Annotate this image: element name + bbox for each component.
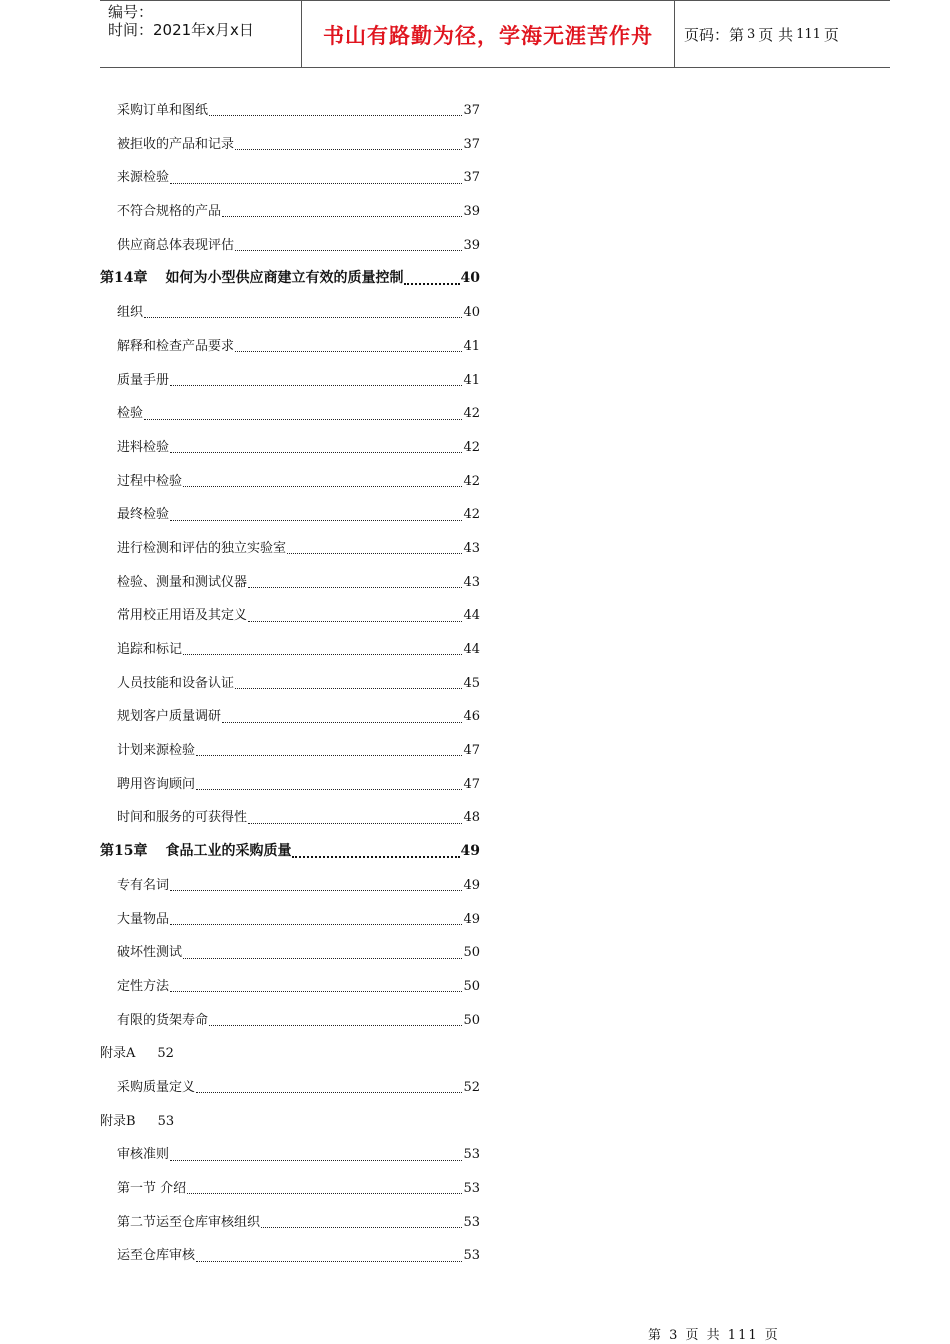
toc-entry-title: 质量手册 <box>117 372 170 388</box>
toc-entry-title: 如何为小型供应商建立有效的质量控制 <box>165 270 404 287</box>
toc-entry-title: 组织 <box>117 305 144 321</box>
toc-entry-title: 专有名词 <box>117 877 170 893</box>
toc-entry-title: 运至仓库审核 <box>117 1248 196 1264</box>
toc-entry[interactable] <box>100 599 480 633</box>
toc-dot-leader <box>235 250 462 251</box>
toc-entry[interactable] <box>100 161 480 195</box>
toc-entry[interactable] <box>100 397 480 431</box>
toc-entry-title: 进料检验 <box>117 439 170 455</box>
toc-dot-leader <box>183 654 462 655</box>
toc-entry-title: 供应商总体表现评估 <box>117 237 235 253</box>
toc-entry[interactable] <box>100 970 480 1004</box>
toc-dot-leader <box>170 924 462 925</box>
page-suffix: 页 <box>823 26 839 44</box>
toc-entry-title: 追踪和标记 <box>117 642 183 657</box>
toc-entry-title: 破坏性测试 <box>117 945 183 961</box>
toc-entry-title: 检验、测量和测试仪器 <box>117 574 248 590</box>
toc-dot-leader <box>209 1025 462 1026</box>
toc-entry[interactable] <box>100 1004 480 1038</box>
toc-page-number: 37 <box>463 170 480 186</box>
toc-page-number: 50 <box>463 945 480 961</box>
toc-dot-leader <box>196 755 462 756</box>
toc-dot-leader <box>404 283 459 285</box>
page-footer: 第 3 页 共 111 页 <box>648 1328 780 1343</box>
toc-page-number: 53 <box>463 1147 480 1163</box>
toc-page-number: 53 <box>157 1113 175 1129</box>
toc-entry[interactable] <box>100 128 480 162</box>
toc-entry-title: 有限的货架寿命 <box>117 1012 209 1028</box>
toc-page-number: 43 <box>463 574 480 590</box>
toc-appendix[interactable] <box>100 1105 480 1139</box>
toc-entry[interactable] <box>100 801 480 835</box>
toc-dot-leader <box>196 1092 462 1093</box>
toc-dot-leader <box>248 587 462 588</box>
toc-entry-title: 审核准则 <box>117 1147 170 1163</box>
toc-page-number: 41 <box>463 372 480 388</box>
toc-page-number: 42 <box>463 473 480 489</box>
toc-dot-leader <box>287 553 462 554</box>
toc-entry[interactable] <box>100 667 480 701</box>
toc-dot-leader <box>261 1227 462 1228</box>
page-current: 3 <box>747 27 756 42</box>
toc-entry[interactable] <box>100 700 480 734</box>
toc-page-number: 42 <box>463 507 480 523</box>
toc-page-number: 42 <box>463 439 480 455</box>
page-mid: 页 共 <box>758 26 794 44</box>
toc-dot-leader <box>222 722 462 723</box>
toc-entry[interactable] <box>100 633 480 667</box>
toc-entry-title: 计划来源检验 <box>117 743 196 759</box>
document-time: 时间：2021年x月x日 <box>108 21 254 39</box>
toc-chapter-number: 第14章 <box>100 270 148 287</box>
toc-entry-title: 进行检测和评估的独立实验室 <box>117 540 287 556</box>
toc-page-number: 50 <box>463 1012 480 1028</box>
toc-dot-leader <box>187 1193 462 1194</box>
toc-dot-leader <box>196 1261 462 1262</box>
toc-entry[interactable] <box>100 229 480 263</box>
toc-chapter[interactable] <box>100 262 480 296</box>
toc-dot-leader <box>170 452 462 453</box>
toc-entry[interactable] <box>100 465 480 499</box>
toc-page-number: 47 <box>463 743 480 759</box>
toc-chapter[interactable] <box>100 835 480 869</box>
toc-page-number: 48 <box>463 810 480 826</box>
toc-chapter-number: 附录B <box>100 1113 136 1129</box>
toc-page-number: 43 <box>463 540 480 556</box>
toc-entry[interactable] <box>100 1138 480 1172</box>
toc-entry[interactable] <box>100 532 480 566</box>
toc-dot-leader <box>235 149 462 150</box>
toc-dot-leader <box>209 115 462 116</box>
toc-page-number: 52 <box>157 1046 174 1062</box>
toc-entry[interactable] <box>100 94 480 128</box>
toc-page-number: 37 <box>463 103 480 118</box>
toc-dot-leader <box>183 958 462 959</box>
toc-dot-leader <box>170 890 462 891</box>
toc-dot-leader <box>170 520 462 521</box>
toc-entry[interactable] <box>100 498 480 532</box>
toc-dot-leader <box>170 1160 462 1161</box>
toc-dot-leader <box>170 183 462 184</box>
toc-entry[interactable] <box>100 1172 480 1206</box>
toc-entry-title: 检验 <box>117 406 144 422</box>
toc-page-number: 53 <box>463 1181 480 1196</box>
toc-page-number: 52 <box>463 1079 480 1095</box>
toc-entry-title: 来源检验 <box>117 170 170 186</box>
toc-entry-title: 常用校正用语及其定义 <box>117 608 248 624</box>
toc-entry[interactable] <box>100 431 480 465</box>
toc-entry[interactable] <box>100 936 480 970</box>
toc-entry-title: 第二节运至仓库审核组织 <box>117 1214 261 1230</box>
toc-page-number: 40 <box>463 305 480 321</box>
toc-page-number: 49 <box>463 877 480 893</box>
toc-page-number: 45 <box>463 675 480 691</box>
toc-entry-title: 食品工业的采购质量 <box>165 843 292 860</box>
toc-entry[interactable] <box>100 734 480 768</box>
toc-page-number: 39 <box>463 204 480 220</box>
toc-entry[interactable] <box>100 195 480 229</box>
page-prefix: 页码：第 <box>684 26 745 44</box>
toc-entry[interactable] <box>100 364 480 398</box>
toc-entry[interactable] <box>100 566 480 600</box>
toc-page-number: 44 <box>463 642 480 657</box>
toc-entry-title: 采购质量定义 <box>117 1079 196 1095</box>
toc-entry[interactable] <box>100 296 480 330</box>
toc-entry-title: 定性方法 <box>117 978 170 994</box>
toc-entry[interactable] <box>100 1239 480 1273</box>
toc-entry-title: 不符合规格的产品 <box>117 204 222 220</box>
header-meta <box>108 3 300 39</box>
toc-dot-leader <box>144 419 462 420</box>
toc-chapter-number: 第15章 <box>100 843 148 860</box>
toc-entry[interactable] <box>100 768 480 802</box>
toc-page-number: 40 <box>460 270 480 287</box>
toc-chapter-number: 附录A <box>100 1046 136 1062</box>
toc-appendix[interactable] <box>100 1037 480 1071</box>
toc-page-number: 49 <box>463 911 480 927</box>
toc-entry[interactable] <box>100 869 480 903</box>
toc-dot-leader <box>235 688 462 689</box>
toc-dot-leader <box>170 385 462 386</box>
toc-entry[interactable] <box>100 1206 480 1240</box>
toc-page-number: 44 <box>463 608 480 624</box>
toc-dot-leader <box>292 856 459 858</box>
toc-page-number: 49 <box>460 843 480 860</box>
toc-page-number: 46 <box>463 709 480 725</box>
document-number-label: 编号： <box>108 3 154 21</box>
toc-entry-title: 采购订单和图纸 <box>117 103 209 118</box>
toc-page-number: 50 <box>463 978 480 994</box>
toc-page-number: 37 <box>463 136 480 152</box>
toc-dot-leader <box>183 486 462 487</box>
toc-dot-leader <box>248 823 462 824</box>
toc-page-number: 42 <box>463 406 480 422</box>
toc-page-number: 39 <box>463 237 480 253</box>
toc-entry-title: 人员技能和设备认证 <box>117 675 235 691</box>
toc-entry-title: 聘用咨询顾问 <box>117 776 196 792</box>
toc-entry-title: 最终检验 <box>117 507 170 523</box>
toc-entry[interactable] <box>100 1071 480 1105</box>
page-total: 111 <box>796 27 821 42</box>
toc-page-number: 41 <box>463 338 480 354</box>
page-header <box>100 0 890 68</box>
toc-entry-title: 时间和服务的可获得性 <box>117 810 248 826</box>
table-of-contents <box>100 94 480 1273</box>
toc-dot-leader <box>196 789 462 790</box>
toc-dot-leader <box>170 991 462 992</box>
toc-page-number: 53 <box>463 1248 480 1264</box>
header-motto: 书山有路勤为径，学海无涯苦作舟 <box>323 23 653 48</box>
toc-entry-title: 过程中检验 <box>117 473 183 489</box>
header-page-indicator <box>684 1 839 68</box>
toc-entry-title: 大量物品 <box>117 911 170 927</box>
toc-entry-title: 第一节 介绍 <box>117 1181 187 1196</box>
toc-dot-leader <box>235 351 462 352</box>
toc-entry-title: 被拒收的产品和记录 <box>117 136 235 152</box>
toc-entry-title: 规划客户质量调研 <box>117 709 222 725</box>
toc-page-number: 47 <box>463 776 480 792</box>
toc-dot-leader <box>144 317 462 318</box>
toc-dot-leader <box>222 216 462 217</box>
header-divider <box>674 1 675 67</box>
toc-page-number: 53 <box>463 1214 480 1230</box>
toc-dot-leader <box>248 621 462 622</box>
toc-entry[interactable] <box>100 330 480 364</box>
toc-entry[interactable] <box>100 903 480 937</box>
toc-entry-title: 解释和检查产品要求 <box>117 338 235 354</box>
